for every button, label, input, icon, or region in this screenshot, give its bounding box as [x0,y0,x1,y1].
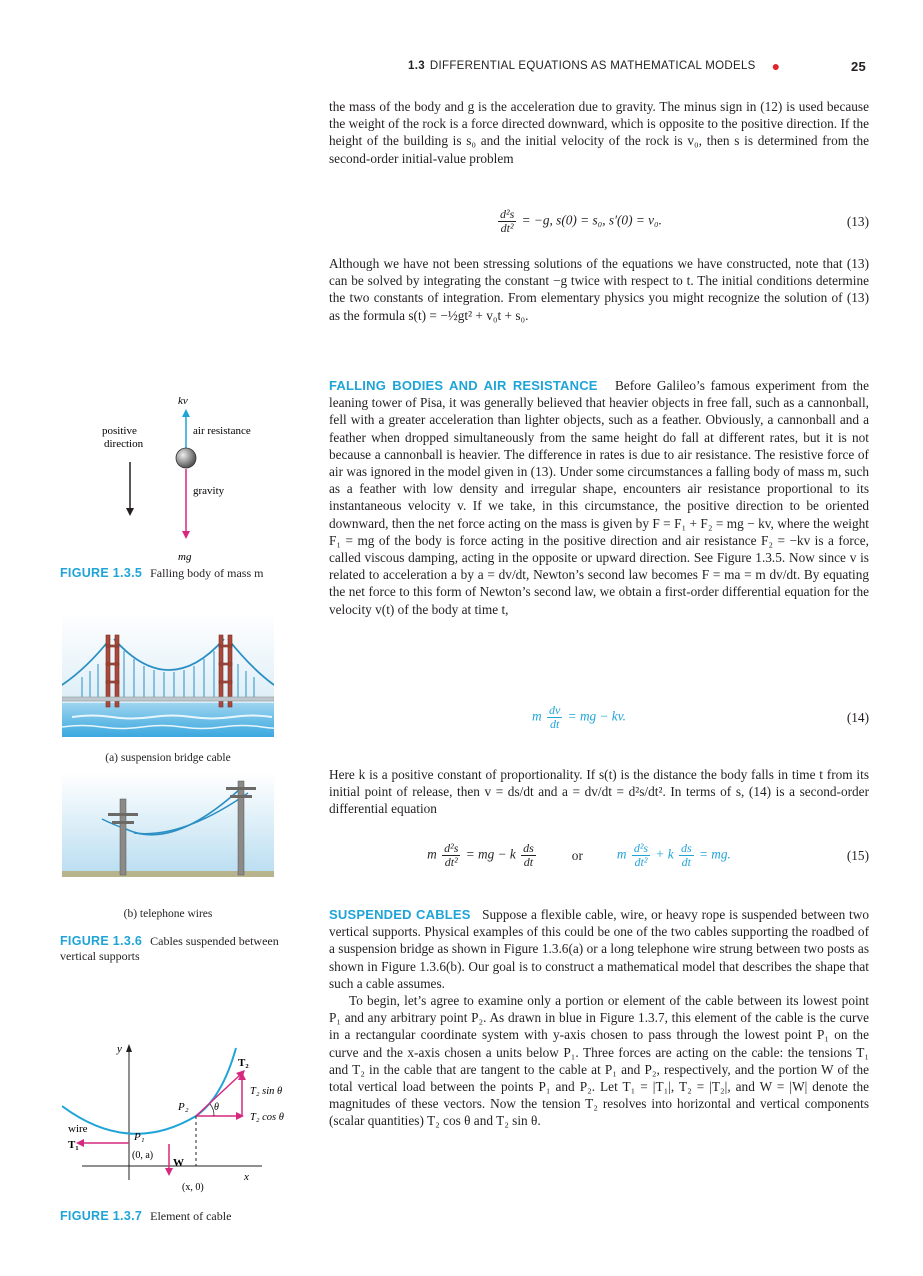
svg-text:x: x [244,1171,249,1183]
section-number: 1.3 [408,60,425,72]
falling-body-ball [176,448,196,468]
arrow-right-icon [236,1112,244,1120]
figure-1-3-6-caption: FIGURE 1.3.6 Cables suspended between vertical supports [60,934,279,963]
arrow-down-icon [126,508,134,516]
section-falling-bodies: FALLING BODIES AND AIR RESISTANCE Before Galileo’s famous experiment from the leaning tower of Pisa, it was generally believed that heavier objects in free fall, such as a cannonball, fell with a greater acceleration than lighter objects, such as a feather. Obviously, a cannonball and a feather when dropped simultaneously from the same height do fall at different rates, but it is not because a cannonball is heavier. The difference in rates is due to air resistance. The resistive force of air was ignored in the model given in (13). Under some circumstances a falling body of mass m, such as a feather with low density and irregular shape, encounters air resistance proportional to its instantaneous velocity v. If we take, in this circumstance, the positive direction to be oriented downward, then the net force acting on the mass is given by F = F₁ + F₂ = mg − kv, where the weight F₁ = mg of the body is force acting in the positive direction and air resistance F₂ = −kv is a force, called viscous damping, acting in the opposite or upward direction. See Figure 1.3.5. Now since v is related to acceleration a by a = dv/dt, Newton’s second law becomes F = ma = m dv/dt. By equating the net force to this form of Newton’s second law, we obtain a first-order differential equation for the velocity v(t) of the body at time t, [329,378,869,617]
svg-text:T₂: T₂ [238,1057,249,1069]
svg-text:mg: mg [178,551,192,563]
arrow-down-icon [165,1168,173,1176]
equation-number: (14) [846,709,869,725]
svg-text:T₁: T₁ [68,1139,79,1151]
svg-text:positive: positive [102,425,137,437]
running-header [408,58,866,74]
chapter-title: DIFFERENTIAL EQUATIONS AS MATHEMATICAL MODELS [429,60,756,72]
paragraph-4: To begin, let’s agree to examine only a portion or element of the cable between its lowest point P₁ and any arbitrary point P₂. As drawn in blue in Figure 1.3.7, this element of the cable is the curve in a rectangular coordinate system with y-axis chosen to pass through the lowest point P₁ on the curve and the x-axis chosen a units below P₁. Three forces are acting on the cable: the tensions T₁ and T₂ in the cable that are tangent to the cable at P₁ and P₂, respectively, and the portion W of the total vertical load between the points P₁ and P₂. Let T₁ = |T₁|, T₂ = |T₂|, and W = |W| denote the magnitudes of these vectors. Now the tension T₂ resolves into horizontal and vertical components (scalar quantities) T₂ cos θ and T₂ sin θ. [329,993,869,1129]
arrow-down-icon [182,531,190,539]
y-axis-arrow-icon [126,1044,132,1052]
figure-1-3-6b-label: (b) telephone wires [123,908,213,920]
equation-14: m $\frac{dv}{dt}$ = mg − kv. (14) [532,703,869,732]
paragraph-1: the mass of the body and g is the acceleration due to gravity. The minus sign in (12) is used because the weight of the rock is a force directed downward, which is opposite to the positive direction. If the height of the building is s₀ and the initial velocity of the rock is v₀, then s is determined from the second-order initial-value problem [329,99,869,166]
svg-text:P₁: P₁ [134,1131,145,1143]
paragraph-2: Although we have not been stressing solutions of the equations we have constructed, note that (13) can be solved by integrating the constant −g twice with respect to t. The initial conditions determine the two constants of integration. From elementary physics you might recognize the solution of (13) as the formula s(t) = −½gt² + v₀t + s₀. [329,256,869,323]
svg-text:direction: direction [104,438,144,450]
figure-1-3-5-caption: FIGURE 1.3.5 Falling body of mass m [60,566,264,580]
equation-13: $\frac{\text{d²s}}{\text{dt²}}$ = −g, s(0) = s₀, s′(0) = v₀. (13) [500,207,869,236]
figure-suspension-bridge [62,613,274,737]
figure-1-3-7-caption: FIGURE 1.3.7 Element of cable [60,1209,232,1223]
svg-text:T₂ cos θ: T₂ cos θ [250,1112,284,1123]
equation-number: (15) [846,847,869,863]
figure-1-3-6a-label: (a) suspension bridge cable [105,752,231,764]
paragraph-3: Here k is a positive constant of proportionality. If s(t) is the distance the body falls in time t from its initial point of release, then v = ds/dt and a = dv/dt = d²s/dt². In terms of s, (14) is a second-order differential equation [329,767,869,817]
svg-text:(0, a): (0, a) [132,1150,154,1161]
svg-text:W: W [173,1157,184,1169]
figure-falling-body [100,392,300,567]
arrow-up-icon [182,409,190,417]
svg-text:y: y [117,1043,122,1055]
cable-curve [62,1048,236,1134]
section-heading: SUSPENDED CABLES [329,907,471,922]
svg-text:kv: kv [178,395,188,407]
svg-text:P₂: P₂ [178,1101,189,1113]
svg-text:air resistance: air resistance [193,425,251,437]
section-suspended-cables: SUSPENDED CABLES Suppose a flexible cable, wire, or heavy rope is suspended between two vertical supports. Physical examples of this could be one of the two cables supporting the roadbed of a suspension bridge as shown in Figure 1.3.6(a) or a long telephone wire strung between two posts as shown in Figure 1.3.6(b). Our goal is to construct a mathematical model that describes the shape that such a cable assumes. [329,907,870,991]
svg-text:(x, 0): (x, 0) [182,1182,204,1193]
page-number: 25 [850,58,866,74]
svg-text:gravity: gravity [193,485,225,497]
equation-15: m $\frac{\text{d²s}}{\text{dt²}}$ = mg − k $\frac{ds}{dt}$ or m $\frac{\text{d²s}}{\text{dt²}}$ + k $\frac{ds}{dt}$ = mg. (15) [427,841,869,870]
equation-number: (13) [846,213,869,229]
svg-text:T₂ sin θ: T₂ sin θ [250,1086,283,1097]
bridge-roadbed [62,697,274,701]
svg-text:wire: wire [68,1123,88,1135]
bullet-icon: ● [771,58,781,74]
svg-text:θ: θ [214,1102,219,1113]
section-heading: FALLING BODIES AND AIR RESISTANCE [329,378,598,393]
figure-telephone-wires [62,773,274,895]
figure-element-of-cable [62,1030,302,1200]
